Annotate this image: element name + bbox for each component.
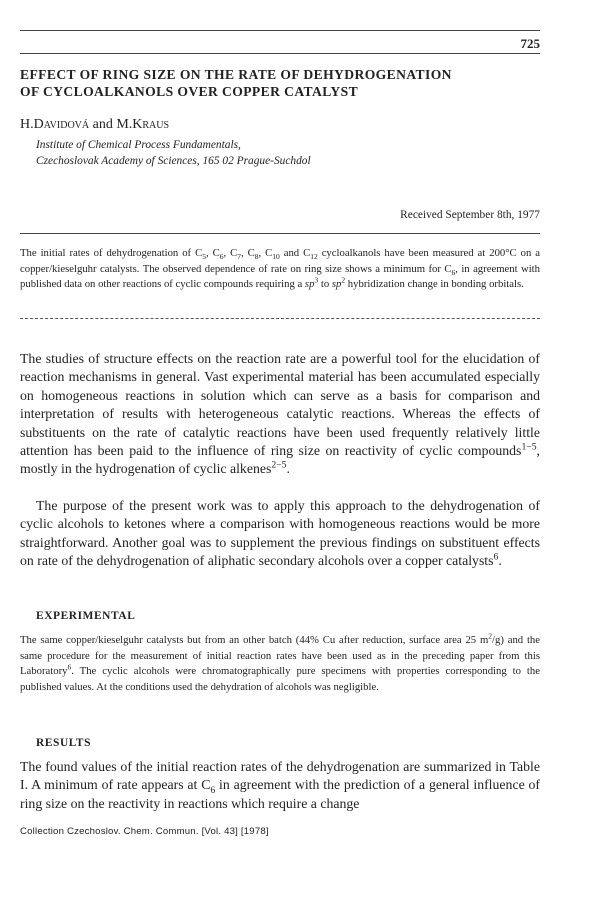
experimental-heading: EXPERIMENTAL — [36, 610, 136, 622]
reference-marker: 1−5 — [521, 441, 537, 453]
intro-paragraph-1: The studies of structure effects on the reaction rate are a powerful tool for the elucidation of reaction mechanisms in general. Vast experimental material has been accumulated especially on homogeneous reactions in solution which can serve as a basis for comparison and interpretation of results with heterogeneous catalytic reactions. Whereas the effects of substituents on the rate of catalytic reactions have been used frequently relatively little attention has been paid to the influence of ring size on reactivity of cyclic compounds$^{1-5}$, mostly in the hydrogenation of cyclic alkenes$^{2-5}$. — [20, 351, 540, 477]
header-rule — [20, 53, 540, 54]
page-number: 725 — [520, 36, 540, 51]
journal-citation-footer: Collection Czechoslov. Chem. Commun. [Vol. 43] [1978] — [20, 826, 269, 837]
affiliation — [36, 138, 311, 169]
title-line-2: OF CYCLOALKANOLS OVER COPPER CATALYST — [20, 84, 359, 99]
abstract-top-rule — [20, 233, 540, 234]
reference-marker: 6 — [67, 662, 72, 672]
intro-paragraph-2: The purpose of the present work was to apply this approach to the dehydrogenation of cyclic alcohols to ketones where a comparison with homogeneous reactions would be more straightforward. Another goal was to supplement the previous findings on substituent effects on rate of the dehydrogenation of aliphatic secondary alcohols over a copper catalysts$^6$. — [20, 498, 540, 569]
results-heading: RESULTS — [36, 737, 92, 749]
author-2-initial: M. — [116, 117, 133, 132]
experimental-text: The same copper/kieselguhr catalysts but from an other batch (44% Cu after reduction, surface area 25 $m^2/g$) and the same procedure for the measurement of initial reaction rates have been used as in the preceding paper from this Laboratory$^6$. The cyclic alcohols were chromatographically pure specimens with properties corresponding to the published values. At the conditions used the dehydration of alcohols was negligible. — [20, 631, 540, 693]
affiliation-line-1: Institute of Chemical Process Fundamentals, — [36, 139, 241, 151]
received-date: Received September 8th, 1977 — [400, 209, 540, 221]
reference-marker: 2−5 — [271, 459, 287, 471]
author-1-name: Davidová — [33, 117, 90, 132]
article-title — [20, 66, 540, 100]
authors — [20, 117, 169, 133]
results-text: The found values of the initial reaction rates of the dehydrogenation are summarized in Table I. A minimum of rate appears at $C_6$ in agreement with the prediction of a general influence of ring size on the reactivity in reactions which require a change — [20, 759, 541, 811]
author-conjunction: and — [92, 117, 113, 132]
title-line-1: EFFECT OF RING SIZE ON THE RATE OF DEHYDROGENATION — [20, 67, 452, 82]
author-2-name: Kraus — [132, 117, 170, 132]
author-1-initial: H. — [20, 117, 34, 132]
top-rule — [20, 30, 540, 31]
reference-marker: 6 — [493, 551, 499, 563]
affiliation-line-2: Czechoslovak Academy of Sciences, 165 02 Prague-Suchdol — [36, 154, 311, 167]
abstract-bottom-rule — [20, 318, 540, 319]
abstract: The initial rates of dehydrogenation of $C_5$, $C_6$, $C_7$, $C_8$, $C_{10}$ and $C_{12}$ cycloalkanols have been measured at 200°C on a copper/kieselguhr catalysts. The observed dependence of rate on ring size shows a minimum for $C_6$, in agreement with published data on other reactions of cyclic compounds requiring a $sp^3$ to $sp^2$ hybridization change in bonding orbitals. — [20, 247, 540, 291]
